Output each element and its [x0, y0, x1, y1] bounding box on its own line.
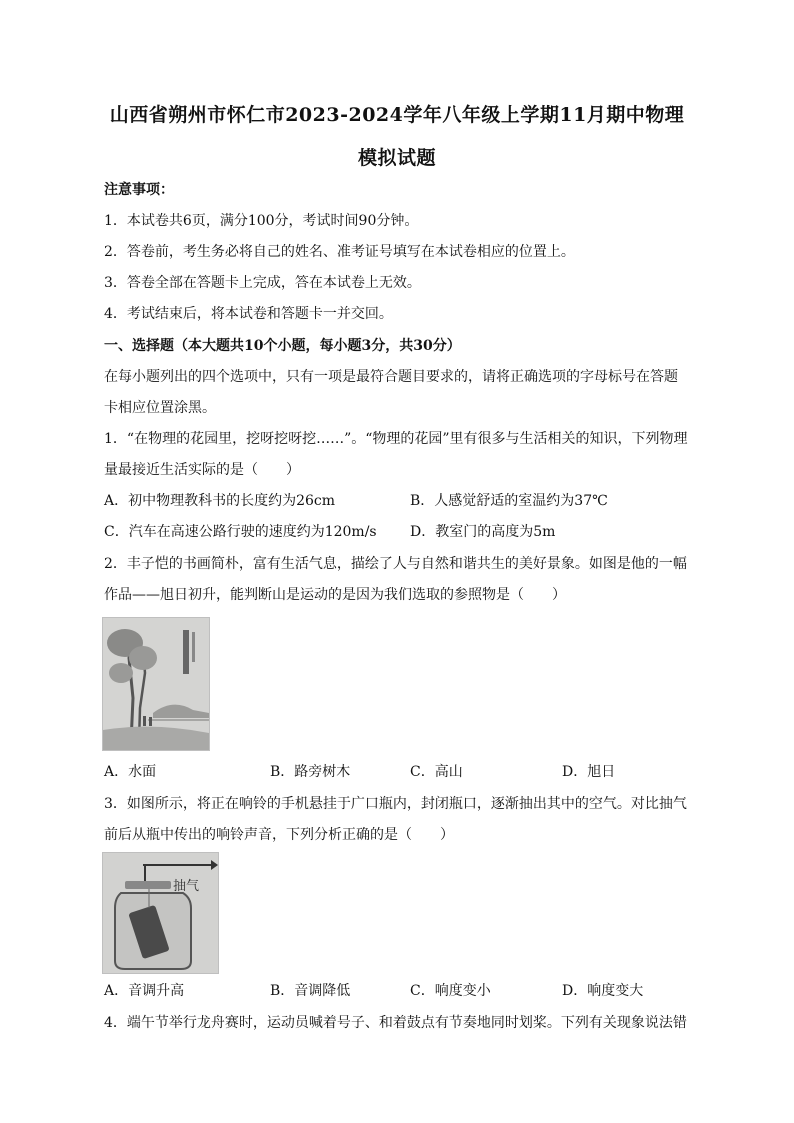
- q1-option-d: D．教室门的高度为5m: [410, 524, 556, 540]
- q3-figure-label: 抽气: [173, 879, 200, 894]
- landscape-painting-icon: [103, 618, 209, 750]
- q2-stem-line2: 作品——旭日初升，能判断山是运动的是因为我们选取的参照物是（ ）: [104, 587, 566, 603]
- notice-item-1: 1．本试卷共6页，满分100分，考试时间90分钟。: [104, 213, 419, 229]
- section-instruction-line2: 卡相应位置涂黑。: [104, 400, 216, 416]
- q1-option-b: B．人感觉舒适的室温约为37℃: [410, 493, 608, 509]
- q3-jar-figure: [102, 852, 219, 974]
- notice-item-2: 2．答卷前，考生务必将自己的姓名、准考证号填写在本试卷相应的位置上。: [104, 244, 575, 260]
- q1-option-c: C．汽车在高速公路行驶的速度约为120m/s: [104, 524, 377, 540]
- q3-stem-line2: 前后从瓶中传出的响铃声音，下列分析正确的是（ ）: [104, 827, 454, 843]
- notice-heading: 注意事项：: [104, 182, 174, 198]
- section-heading: 一、选择题（本大题共10个小题，每小题3分，共30分）: [104, 338, 461, 354]
- q1-option-a: A．初中物理教科书的长度约为26cm: [104, 493, 336, 509]
- q3-option-b: B．音调降低: [270, 983, 351, 999]
- document-subtitle: 模拟试题: [357, 147, 436, 169]
- notice-item-3: 3．答卷全部在答题卡上完成，答在本试卷上无效。: [104, 275, 421, 291]
- q2-option-d: D．旭日: [562, 764, 616, 780]
- q2-option-b: B．路旁树木: [270, 764, 351, 780]
- q1-stem-line1: 1．“在物理的花园里，挖呀挖呀挖……”。“物理的花园”里有很多与生活相关的知识，下列物理: [104, 431, 688, 447]
- q2-option-a: A．水面: [104, 764, 157, 780]
- notice-item-4: 4．考试结束后，将本试卷和答题卡一并交回。: [104, 306, 393, 322]
- q1-stem-line2: 量最接近生活实际的是（ ）: [104, 462, 300, 478]
- q3-option-a: A．音调升高: [104, 983, 185, 999]
- section-instruction-line1: 在每小题列出的四个选项中，只有一项是最符合题目要求的，请将正确选项的字母标号在答题: [104, 369, 678, 385]
- q3-stem-line1: 3．如图所示，将正在响铃的手机悬挂于广口瓶内，封闭瓶口，逐渐抽出其中的空气。对比抽气: [104, 796, 687, 812]
- q3-option-d: D．响度变大: [562, 983, 644, 999]
- q4-stem-line1: 4．端午节举行龙舟赛时，运动员喊着号子、和着鼓点有节奏地同时划桨。下列有关现象说法错: [104, 1015, 687, 1031]
- q2-painting-figure: [102, 617, 210, 751]
- q2-option-c: C．高山: [410, 764, 463, 780]
- q2-stem-line1: 2．丰子恺的书画简朴，富有生活气息，描绘了人与自然和谐共生的美好景象。如图是他的一幅: [104, 556, 687, 572]
- q3-option-c: C．响度变小: [410, 983, 491, 999]
- document-title: 山西省朔州市怀仁市2023-2024学年八年级上学期11月期中物理: [109, 104, 685, 126]
- vacuum-jar-icon: [103, 853, 218, 973]
